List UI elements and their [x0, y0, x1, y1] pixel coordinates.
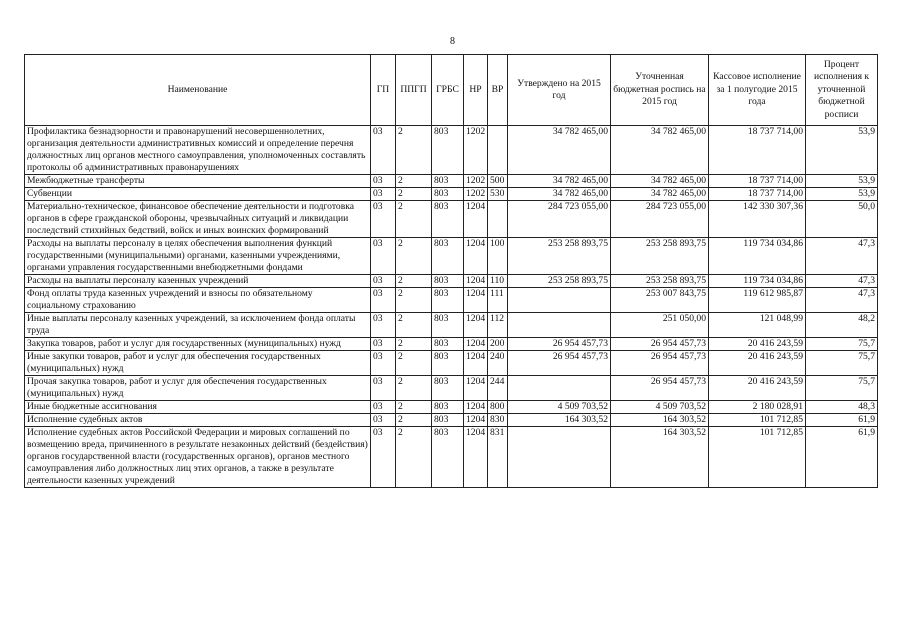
- row-gp: 03: [371, 126, 396, 175]
- row-nr: 1204: [464, 275, 488, 288]
- row-gp: 03: [371, 201, 396, 238]
- row-ppgp: 2: [396, 175, 432, 188]
- row-approved: 253 258 893,75: [508, 238, 611, 275]
- row-cash: 121 048,99: [709, 313, 806, 338]
- row-cash: 18 737 714,00: [709, 175, 806, 188]
- row-cash: 20 416 243,59: [709, 376, 806, 401]
- row-vr: 500: [488, 175, 508, 188]
- row-grbs: 803: [432, 414, 464, 427]
- row-grbs: 803: [432, 401, 464, 414]
- row-refined: 34 782 465,00: [611, 188, 709, 201]
- row-approved: 284 723 055,00: [508, 201, 611, 238]
- row-cash: 2 180 028,91: [709, 401, 806, 414]
- row-grbs: 803: [432, 288, 464, 313]
- row-nr: 1204: [464, 238, 488, 275]
- table-row: [25, 288, 878, 313]
- table-row: [25, 376, 878, 401]
- row-name: Субвенции: [25, 188, 371, 201]
- row-refined: 164 303,52: [611, 427, 709, 488]
- header-gp: ГП: [371, 55, 396, 126]
- row-refined: 253 007 843,75: [611, 288, 709, 313]
- table-row: [25, 238, 878, 275]
- row-grbs: 803: [432, 313, 464, 338]
- budget-execution-table: [24, 54, 878, 488]
- row-refined: 34 782 465,00: [611, 175, 709, 188]
- row-refined: 253 258 893,75: [611, 238, 709, 275]
- row-cash: 20 416 243,59: [709, 338, 806, 351]
- row-approved: 34 782 465,00: [508, 188, 611, 201]
- row-refined: 4 509 703,52: [611, 401, 709, 414]
- row-ppgp: 2: [396, 338, 432, 351]
- row-ppgp: 2: [396, 275, 432, 288]
- row-gp: 03: [371, 376, 396, 401]
- row-ppgp: 2: [396, 188, 432, 201]
- table-row: [25, 401, 878, 414]
- row-ppgp: 2: [396, 201, 432, 238]
- row-approved: 164 303,52: [508, 414, 611, 427]
- header-approved: Утверждено на 2015 год: [508, 55, 611, 126]
- row-ppgp: 2: [396, 313, 432, 338]
- row-approved: 26 954 457,73: [508, 338, 611, 351]
- row-nr: 1204: [464, 201, 488, 238]
- row-grbs: 803: [432, 275, 464, 288]
- row-grbs: 803: [432, 126, 464, 175]
- row-name: Межбюджетные трансферты: [25, 175, 371, 188]
- row-approved: 253 258 893,75: [508, 275, 611, 288]
- row-vr: 200: [488, 338, 508, 351]
- row-name: Исполнение судебных актов: [25, 414, 371, 427]
- row-nr: 1202: [464, 188, 488, 201]
- row-grbs: 803: [432, 188, 464, 201]
- row-name: Иные бюджетные ассигнования: [25, 401, 371, 414]
- row-ppgp: 2: [396, 126, 432, 175]
- row-nr: 1204: [464, 414, 488, 427]
- row-cash: 119 734 034,86: [709, 238, 806, 275]
- row-vr: 111: [488, 288, 508, 313]
- row-approved: 34 782 465,00: [508, 126, 611, 175]
- table-row: [25, 175, 878, 188]
- row-grbs: 803: [432, 238, 464, 275]
- row-ppgp: 2: [396, 427, 432, 488]
- header-nr: НР: [464, 55, 488, 126]
- row-ppgp: 2: [396, 288, 432, 313]
- row-gp: 03: [371, 414, 396, 427]
- row-percent: 47,3: [806, 275, 878, 288]
- row-nr: 1202: [464, 126, 488, 175]
- row-nr: 1202: [464, 175, 488, 188]
- header-vr: ВР: [488, 55, 508, 126]
- row-percent: 53,9: [806, 126, 878, 175]
- row-name: Иные закупки товаров, работ и услуг для обеспечения государственных (муниципальных) нужд: [25, 351, 371, 376]
- table-row: [25, 275, 878, 288]
- header-percent: Процент исполнения к уточненной бюджетной росписи: [806, 55, 878, 126]
- row-name: Исполнение судебных актов Российской Федерации и мировых соглашений по возмещению вреда, причиненного в результате незаконных действий (бездействия) органов государственной власти (государственных органов), органов местного самоуправления либо должностных лиц этих органов, а также в результате деятельности казенных учреждений: [25, 427, 371, 488]
- row-approved: [508, 376, 611, 401]
- row-percent: 47,3: [806, 238, 878, 275]
- row-grbs: 803: [432, 338, 464, 351]
- row-name: Иные выплаты персоналу казенных учреждений, за исключением фонда оплаты труда: [25, 313, 371, 338]
- row-vr: [488, 126, 508, 175]
- table-row: [25, 313, 878, 338]
- row-refined: 26 954 457,73: [611, 338, 709, 351]
- row-percent: 48,2: [806, 313, 878, 338]
- row-vr: [488, 201, 508, 238]
- table-row: [25, 188, 878, 201]
- row-nr: 1204: [464, 313, 488, 338]
- row-ppgp: 2: [396, 376, 432, 401]
- row-grbs: 803: [432, 175, 464, 188]
- row-nr: 1204: [464, 351, 488, 376]
- row-nr: 1204: [464, 376, 488, 401]
- row-percent: 75,7: [806, 376, 878, 401]
- row-grbs: 803: [432, 376, 464, 401]
- row-approved: [508, 313, 611, 338]
- row-ppgp: 2: [396, 351, 432, 376]
- row-refined: 34 782 465,00: [611, 126, 709, 175]
- row-cash: 101 712,85: [709, 427, 806, 488]
- header-refined: Уточненная бюджетная роспись на 2015 год: [611, 55, 709, 126]
- row-cash: 142 330 307,36: [709, 201, 806, 238]
- row-gp: 03: [371, 313, 396, 338]
- row-cash: 20 416 243,59: [709, 351, 806, 376]
- row-gp: 03: [371, 338, 396, 351]
- row-gp: 03: [371, 238, 396, 275]
- row-vr: 244: [488, 376, 508, 401]
- table-header-row: [25, 55, 878, 126]
- row-name: Прочая закупка товаров, работ и услуг для обеспечения государственных (муниципальных) нужд: [25, 376, 371, 401]
- page-number: 8: [450, 36, 455, 47]
- row-percent: 75,7: [806, 351, 878, 376]
- row-vr: 800: [488, 401, 508, 414]
- row-nr: 1204: [464, 427, 488, 488]
- table-row: [25, 201, 878, 238]
- row-vr: 830: [488, 414, 508, 427]
- table-row: [25, 126, 878, 175]
- row-gp: 03: [371, 288, 396, 313]
- table-row: [25, 414, 878, 427]
- row-gp: 03: [371, 175, 396, 188]
- header-grbs: ГРБС: [432, 55, 464, 126]
- row-cash: 119 612 985,87: [709, 288, 806, 313]
- row-gp: 03: [371, 401, 396, 414]
- table-row: [25, 338, 878, 351]
- row-name: Материально-техническое, финансовое обеспечение деятельности и подготовка органов в сфере гражданской обороны, чрезвычайных ситуаций и ликвидации последствий стихийных бедствий, войск и иных воинских формирований: [25, 201, 371, 238]
- row-refined: 26 954 457,73: [611, 376, 709, 401]
- row-approved: 4 509 703,52: [508, 401, 611, 414]
- row-name: Расходы на выплаты персоналу в целях обеспечения выполнения функций государственными (муниципальными) органами, казенными учреждениями, органами управления государственными внебюджетными фондами: [25, 238, 371, 275]
- row-refined: 26 954 457,73: [611, 351, 709, 376]
- row-percent: 53,9: [806, 188, 878, 201]
- row-name: Расходы на выплаты персоналу казенных учреждений: [25, 275, 371, 288]
- row-cash: 101 712,85: [709, 414, 806, 427]
- row-cash: 119 734 034,86: [709, 275, 806, 288]
- row-refined: 164 303,52: [611, 414, 709, 427]
- row-grbs: 803: [432, 201, 464, 238]
- row-percent: 48,3: [806, 401, 878, 414]
- row-percent: 50,0: [806, 201, 878, 238]
- row-nr: 1204: [464, 288, 488, 313]
- row-percent: 61,9: [806, 414, 878, 427]
- header-ppgp: ППГП: [396, 55, 432, 126]
- row-refined: 253 258 893,75: [611, 275, 709, 288]
- row-ppgp: 2: [396, 414, 432, 427]
- row-percent: 47,3: [806, 288, 878, 313]
- row-vr: 530: [488, 188, 508, 201]
- row-refined: 251 050,00: [611, 313, 709, 338]
- row-vr: 112: [488, 313, 508, 338]
- header-cash: Кассовое исполнение за 1 полугодие 2015 года: [709, 55, 806, 126]
- row-approved: 34 782 465,00: [508, 175, 611, 188]
- row-percent: 53,9: [806, 175, 878, 188]
- row-percent: 61,9: [806, 427, 878, 488]
- row-approved: [508, 427, 611, 488]
- row-name: Фонд оплаты труда казенных учреждений и взносы по обязательному социальному страхованию: [25, 288, 371, 313]
- row-ppgp: 2: [396, 238, 432, 275]
- row-name: Профилактика безнадзорности и правонарушений несовершеннолетних, организация деятельности административных комиссий и определение перечня должностных лиц органов местного самоуправления, уполномоченных составлять протоколы об административных правонарушениях: [25, 126, 371, 175]
- row-name: Закупка товаров, работ и услуг для государственных (муниципальных) нужд: [25, 338, 371, 351]
- row-percent: 75,7: [806, 338, 878, 351]
- row-nr: 1204: [464, 401, 488, 414]
- row-vr: 110: [488, 275, 508, 288]
- row-vr: 240: [488, 351, 508, 376]
- row-grbs: 803: [432, 427, 464, 488]
- header-name: Наименование: [25, 55, 371, 126]
- table-row: [25, 427, 878, 488]
- row-approved: 26 954 457,73: [508, 351, 611, 376]
- row-gp: 03: [371, 427, 396, 488]
- row-cash: 18 737 714,00: [709, 126, 806, 175]
- row-nr: 1204: [464, 338, 488, 351]
- row-gp: 03: [371, 188, 396, 201]
- row-gp: 03: [371, 275, 396, 288]
- row-cash: 18 737 714,00: [709, 188, 806, 201]
- row-vr: 100: [488, 238, 508, 275]
- row-gp: 03: [371, 351, 396, 376]
- row-vr: 831: [488, 427, 508, 488]
- row-grbs: 803: [432, 351, 464, 376]
- row-ppgp: 2: [396, 401, 432, 414]
- table-row: [25, 351, 878, 376]
- row-refined: 284 723 055,00: [611, 201, 709, 238]
- row-approved: [508, 288, 611, 313]
